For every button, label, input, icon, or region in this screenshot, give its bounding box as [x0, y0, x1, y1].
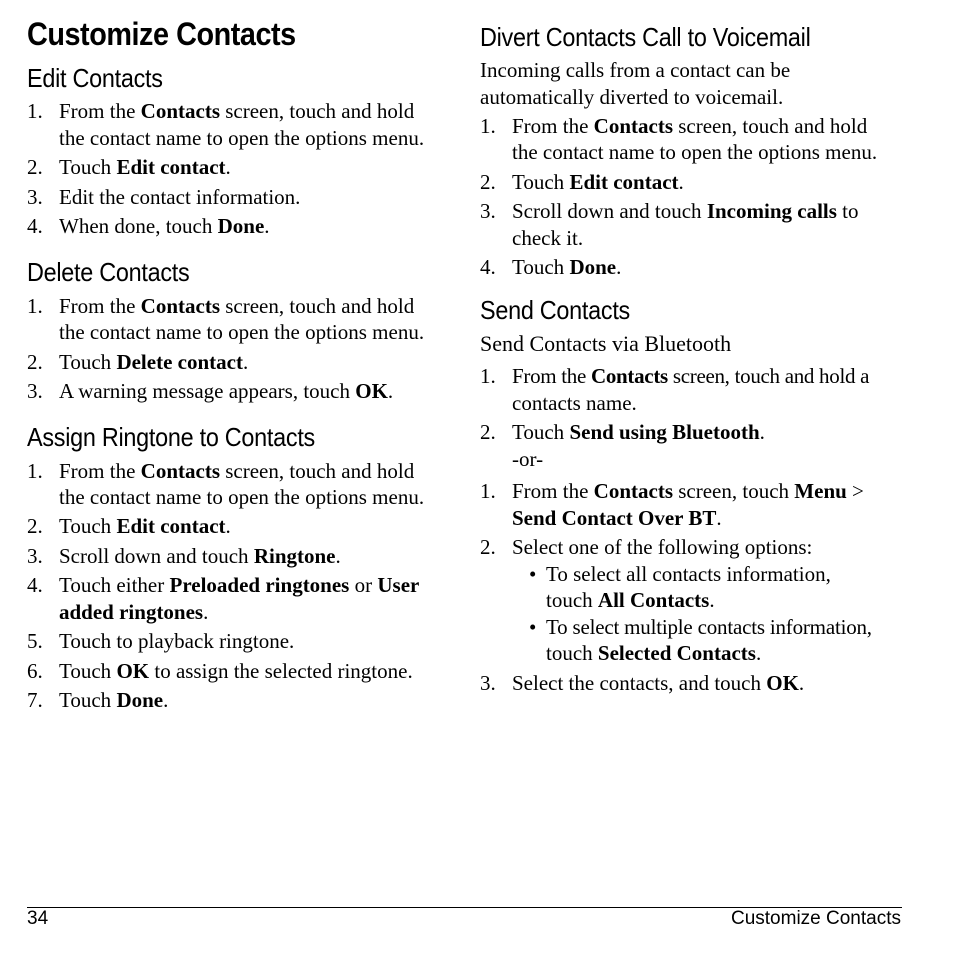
list-item: Touch Send using Bluetooth.	[512, 420, 765, 444]
send-bluetooth-subheading: Send Contacts via Bluetooth	[480, 331, 732, 356]
list-number: 3.	[27, 185, 43, 209]
edit-contacts-heading: Edit Contacts	[27, 63, 163, 93]
list-item: Scroll down and touch Ringtone.	[59, 544, 341, 568]
list-item: Touch Edit contact.	[512, 170, 684, 194]
paragraph-line: automatically diverted to voicemail.	[480, 85, 784, 109]
list-number: 2.	[27, 350, 43, 374]
list-item-continuation: the contact name to open the options menu.	[59, 485, 425, 509]
list-number: 1.	[480, 364, 496, 388]
list-item: Touch Edit contact.	[59, 514, 231, 538]
delete-contacts-heading: Delete Contacts	[27, 257, 190, 287]
list-item-continuation: the contact name to open the options menu.	[512, 140, 878, 164]
list-item-continuation: Send Contact Over BT.	[512, 506, 722, 530]
list-item: Scroll down and touch Incoming calls to	[512, 199, 859, 223]
list-number: 4.	[27, 214, 43, 238]
list-item: Touch to playback ringtone.	[59, 629, 295, 653]
list-item-continuation: the contact name to open the options menu.	[59, 126, 425, 150]
list-number: 3.	[480, 199, 496, 223]
list-item: Touch Edit contact.	[59, 155, 231, 179]
list-item-continuation: contacts name.	[512, 391, 637, 415]
bullet-item: To select all contacts information,	[546, 562, 831, 586]
list-number: 2.	[27, 514, 43, 538]
list-number: 7.	[27, 688, 43, 712]
list-item: Touch Done.	[59, 688, 169, 712]
page-title: Customize Contacts	[27, 16, 296, 52]
bullet-item: To select multiple contacts information,	[546, 615, 872, 639]
list-item-continuation: added ringtones.	[59, 600, 209, 624]
assign-ringtone-heading: Assign Ringtone to Contacts	[27, 422, 315, 452]
list-item: From the Contacts screen, touch Menu >	[512, 479, 864, 503]
list-item: Touch either Preloaded ringtones or User	[59, 573, 420, 597]
page-number: 34	[27, 908, 49, 929]
divert-contacts-heading: Divert Contacts Call to Voicemail	[480, 22, 811, 52]
list-number: 3.	[27, 379, 43, 403]
list-number: 4.	[480, 255, 496, 279]
list-number: 1.	[27, 294, 43, 318]
list-item: Touch OK to assign the selected ringtone.	[59, 659, 413, 683]
list-item: When done, touch Done.	[59, 214, 270, 238]
list-item: From the Contacts screen, touch and hold	[512, 114, 868, 138]
list-item: From the Contacts screen, touch and hold	[59, 294, 415, 318]
list-number: 2.	[27, 155, 43, 179]
list-number: 3.	[480, 671, 496, 695]
bullet-item-continuation: touch All Contacts.	[546, 588, 715, 612]
list-item-continuation: check it.	[512, 226, 584, 250]
list-number: 1.	[27, 99, 43, 123]
list-item: From the Contacts screen, touch and hold a	[512, 364, 870, 388]
paragraph-line: Incoming calls from a contact can be	[480, 58, 791, 82]
list-item: Select one of the following options:	[512, 535, 813, 559]
list-item: Touch Done.	[512, 255, 622, 279]
list-number: 6.	[27, 659, 43, 683]
or-separator: -or-	[512, 447, 544, 471]
list-item: From the Contacts screen, touch and hold	[59, 459, 415, 483]
list-number: 2.	[480, 535, 496, 559]
list-number: 2.	[480, 420, 496, 444]
list-number: 4.	[27, 573, 43, 597]
list-item: A warning message appears, touch OK.	[59, 379, 394, 403]
list-number: 1.	[27, 459, 43, 483]
footer-section-title: Customize Contacts	[730, 908, 901, 929]
list-item: Touch Delete contact.	[59, 350, 249, 374]
bullet-icon: •	[529, 615, 537, 639]
bullet-icon: •	[529, 562, 537, 586]
list-item: Select the contacts, and touch OK.	[512, 671, 805, 695]
list-item: From the Contacts screen, touch and hold	[59, 99, 415, 123]
list-number: 1.	[480, 479, 496, 503]
list-item: Edit the contact information.	[59, 185, 301, 209]
list-number: 2.	[480, 170, 496, 194]
bullet-item-continuation: touch Selected Contacts.	[546, 641, 762, 665]
list-number: 5.	[27, 629, 43, 653]
send-contacts-heading: Send Contacts	[480, 295, 630, 325]
list-item-continuation: the contact name to open the options menu.	[59, 320, 425, 344]
list-number: 1.	[480, 114, 496, 138]
list-number: 3.	[27, 544, 43, 568]
